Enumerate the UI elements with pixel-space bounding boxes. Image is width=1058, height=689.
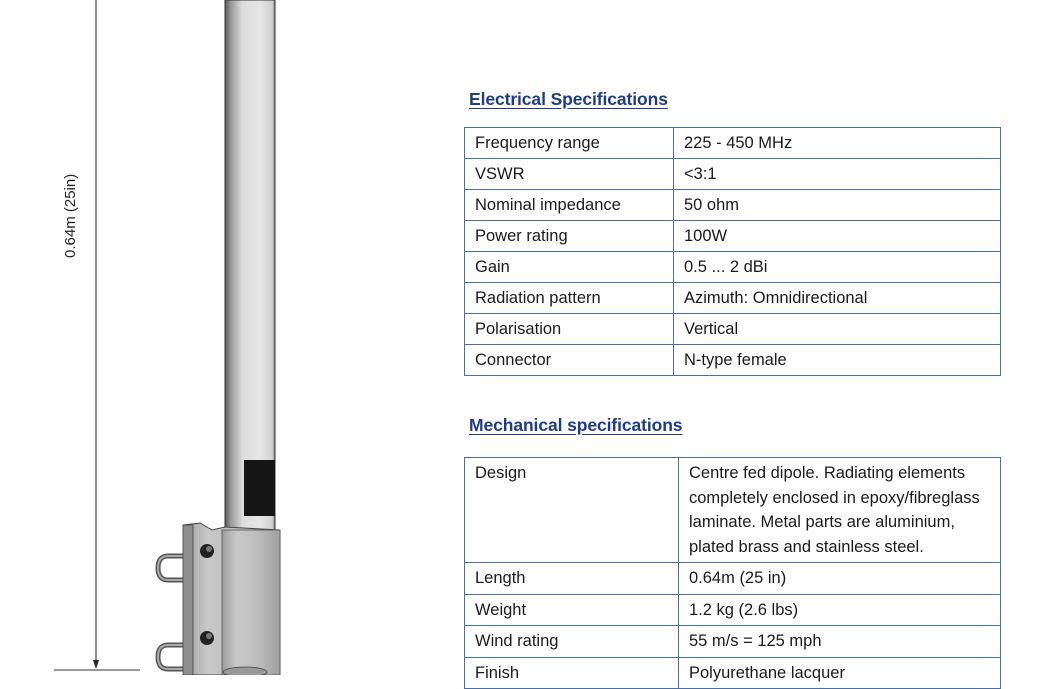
spec-label: Radiation pattern (465, 283, 674, 314)
spec-value: N-type female (674, 345, 1001, 376)
table-row (465, 128, 1001, 159)
table-row (465, 221, 1001, 252)
spec-label: Nominal impedance (465, 190, 674, 221)
spec-label: Wind rating (465, 626, 679, 658)
spec-value: <3:1 (674, 159, 1001, 190)
table-row (465, 252, 1001, 283)
spec-label: Power rating (465, 221, 674, 252)
spec-value: 1.2 kg (2.6 lbs) (679, 594, 1001, 626)
spec-label: Frequency range (465, 128, 674, 159)
spec-label: Gain (465, 252, 674, 283)
table-row (465, 626, 1001, 658)
spec-value: 55 m/s = 125 mph (679, 626, 1001, 658)
table-row (465, 345, 1001, 376)
spec-label: Weight (465, 594, 679, 626)
table-row (465, 563, 1001, 595)
spec-label: Connector (465, 345, 674, 376)
antenna-drawing (0, 0, 440, 675)
table-row (465, 657, 1001, 689)
table-row (465, 159, 1001, 190)
spec-label: Design (465, 458, 679, 563)
spec-value: Polyurethane lacquer (679, 657, 1001, 689)
spec-value: 50 ohm (674, 190, 1001, 221)
antenna-illustration (0, 0, 440, 675)
spec-label: Polarisation (465, 314, 674, 345)
table-row (465, 458, 1001, 563)
spec-value: Azimuth: Omnidirectional (674, 283, 1001, 314)
spec-value: 0.5 ... 2 dBi (674, 252, 1001, 283)
dimension-arrow-icon (93, 660, 99, 669)
spec-value: 0.64m (25 in) (679, 563, 1001, 595)
spec-label: Length (465, 563, 679, 595)
spec-value: Vertical (674, 314, 1001, 345)
table-row (465, 283, 1001, 314)
spec-label: Finish (465, 657, 679, 689)
spec-value: 100W (674, 221, 1001, 252)
electrical-specs-table (464, 127, 1001, 376)
table-row (465, 190, 1001, 221)
dimension-label: 0.64m (25in) (62, 173, 79, 258)
spec-label: VSWR (465, 159, 674, 190)
mechanical-specs-title: Mechanical specifications (469, 415, 683, 435)
spec-value: 225 - 450 MHz (674, 128, 1001, 159)
table-row (465, 314, 1001, 345)
electrical-specs-title: Electrical Specifications (469, 89, 668, 109)
spec-value: Centre fed dipole. Radiating elements completely enclosed in epoxy/fibreglass laminate. Metal parts are aluminium, plated brass and stainless steel. (679, 458, 1001, 563)
table-row (465, 594, 1001, 626)
mechanical-specs-table (464, 457, 1001, 689)
